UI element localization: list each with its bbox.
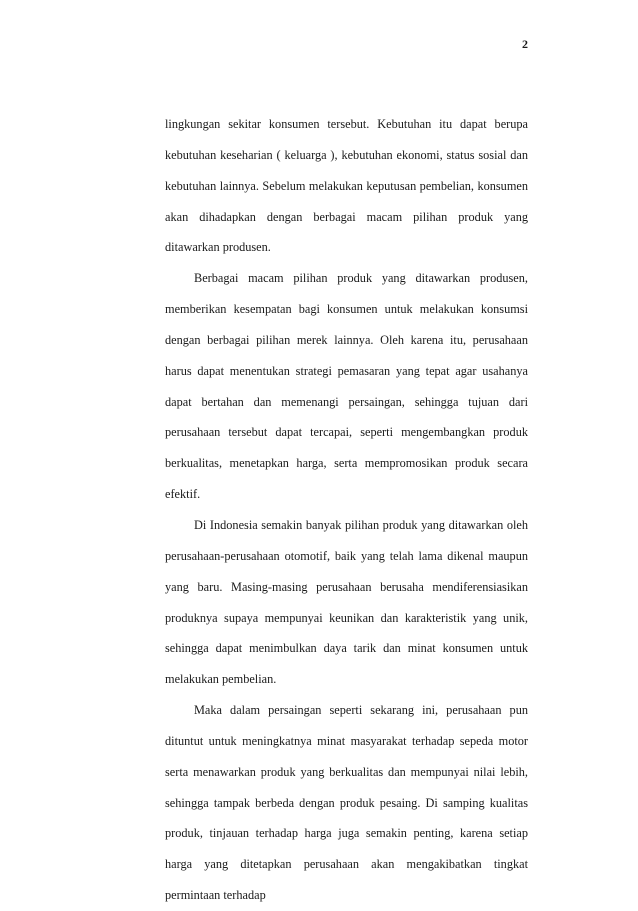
paragraph-3: Di Indonesia semakin banyak pilihan produk yang ditawarkan oleh perusahaan-perusahaan otomotif, baik yang telah lama dikenal maupun yang baru. Masing-masing perusahaan berusaha mendiferensiasikan produknya supaya mempunyai keunikan dan karakteristik yang unik, sehingga dapat menimbulkan daya tarik dan minat konsumen untuk melakukan pembelian. <box>165 517 528 687</box>
paragraph-1: lingkungan sekitar konsumen tersebut. Kebutuhan itu dapat berupa kebutuhan keseharian ( keluarga ), kebutuhan ekonomi, status sosial dan kebutuhan lainnya. Sebelum melakukan keputusan pembelian, konsumen akan dihadapkan dengan berbagai macam pilihan produk yang ditawarkan produsen. <box>165 117 528 255</box>
page-number: 2 <box>522 37 528 51</box>
body-text <box>165 109 528 911</box>
paragraph-4: Maka dalam persaingan seperti sekarang ini, perusahaan pun dituntut untuk meningkatnya minat masyarakat terhadap sepeda motor serta menawarkan produk yang berkualitas dan mempunyai nilai lebih, sehingga tampak berbeda dengan produk pesaing. Di samping kualitas produk, tinjauan terhadap harga juga semakin penting, karena setiap harga yang ditetapkan perusahaan akan mengakibatkan tingkat permintaan terhadap <box>165 703 528 903</box>
paragraph-2: Berbagai macam pilihan produk yang ditawarkan produsen, memberikan kesempatan bagi konsumen untuk melakukan konsumsi dengan berbagai pilihan merek lainnya. Oleh karena itu, perusahaan harus dapat menentukan strategi pemasaran yang tepat agar usahanya dapat bertahan dan memenangi persaingan, sehingga tujuan dari perusahaan tersebut dapat tercapai, seperti mengembangkan produk berkualitas, menetapkan harga, serta mempromosikan produk secara efektif. <box>165 271 528 502</box>
